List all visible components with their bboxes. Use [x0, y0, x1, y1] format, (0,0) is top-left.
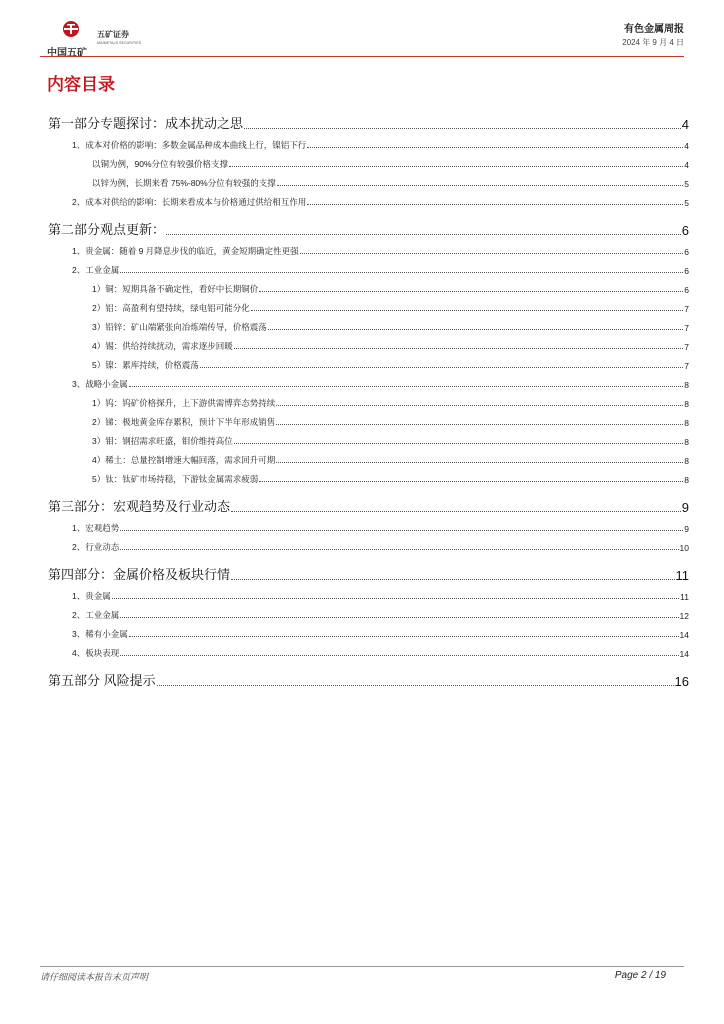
toc-part-entry[interactable]	[48, 493, 689, 515]
toc-dot-leader	[234, 443, 684, 444]
toc-entry-label: 4）锡：供给持续扰动，需求逐步回暖	[92, 341, 233, 351]
toc-page-number: 6	[684, 285, 689, 295]
toc-entry-label: 以铜为例，90%分位有较强价格支撑	[92, 159, 229, 169]
toc-entry-label: 3、战略小金属	[72, 379, 128, 389]
toc-entry-label: 1、宏观趋势	[72, 523, 120, 533]
header-divider	[40, 56, 684, 57]
toc-page-number: 7	[684, 304, 689, 314]
toc-subsection-entry[interactable]	[48, 276, 689, 295]
toc-page-number: 6	[681, 223, 689, 238]
toc-page-number: 8	[684, 418, 689, 428]
toc-section-entry[interactable]	[48, 534, 689, 553]
toc-entry-label: 2）铝：高盈利有望持续，绿电铝可能分化	[92, 303, 250, 313]
footer-disclaimer: 请仔细阅读本报告末页声明	[40, 972, 149, 982]
toc-dot-leader	[259, 481, 683, 482]
toc-section-gap	[48, 485, 689, 493]
toc-section-entry[interactable]	[48, 621, 689, 640]
toc-dot-leader	[166, 234, 681, 235]
toc-subsection-entry[interactable]	[48, 170, 689, 189]
toc-page-number: 7	[684, 342, 689, 352]
toc-dot-leader	[276, 462, 683, 463]
toc-section-entry[interactable]	[48, 189, 689, 208]
toc-section-gap	[48, 553, 689, 561]
toc-part-entry[interactable]	[48, 216, 689, 238]
toc-section-entry[interactable]	[48, 132, 689, 151]
toc-dot-leader	[276, 424, 683, 425]
toc-section-entry[interactable]	[48, 515, 689, 534]
toc-entry-label: 1、成本对价格的影响：多数金属品种成本曲线上行，镍铝下行	[72, 140, 307, 150]
toc-section-gap	[48, 659, 689, 667]
toc-page-number: 16	[674, 674, 689, 689]
toc-dot-leader	[120, 530, 683, 531]
toc-page-number: 8	[684, 456, 689, 466]
footer-divider	[40, 966, 684, 967]
toc-entry-label: 4、板块表现	[72, 648, 120, 658]
toc-dot-leader	[307, 147, 683, 148]
toc-page-number: 8	[684, 475, 689, 485]
toc-page-number: 8	[684, 399, 689, 409]
toc-subsection-entry[interactable]	[48, 151, 689, 170]
toc-dot-leader	[251, 310, 684, 311]
toc-entry-label: 1、贵金属	[72, 591, 111, 601]
toc-page-number: 5	[684, 179, 689, 189]
toc-entry-label: 以锌为例，长期来看 75%-80%分位有较强的支撑	[92, 178, 276, 188]
toc-page-number: 4	[684, 141, 689, 151]
toc-subsection-entry[interactable]	[48, 428, 689, 447]
toc-entry-label: 第三部分：宏观趋势及行业动态	[48, 499, 231, 514]
toc-entry-label: 3）钼：钢招需求旺盛，钼价维持高位	[92, 436, 233, 446]
toc-page-number: 9	[684, 524, 689, 534]
toc-page-number: 7	[684, 361, 689, 371]
toc-page-number: 6	[684, 266, 689, 276]
table-of-contents	[48, 110, 689, 689]
report-date: 2024 年 9 月 4 日	[622, 38, 684, 47]
toc-entry-label: 4）稀土：总量控制增速大幅回落，需求回升可期	[92, 455, 276, 465]
toc-entry-label: 3）铅锌：矿山端紧张向冶炼端传导，价格震荡	[92, 322, 267, 332]
toc-page-number: 8	[684, 380, 689, 390]
toc-dot-leader	[300, 253, 684, 254]
toc-page-number: 6	[684, 247, 689, 257]
minmetals-logo-icon	[61, 20, 81, 38]
toc-section-entry[interactable]	[48, 371, 689, 390]
toc-section-gap	[48, 208, 689, 216]
company-logo	[47, 20, 147, 59]
toc-dot-leader	[277, 185, 684, 186]
toc-page-number: 9	[681, 500, 689, 515]
report-title: 有色金属周报	[624, 24, 684, 35]
toc-dot-leader	[231, 579, 674, 580]
toc-entry-label: 3、稀有小金属	[72, 629, 128, 639]
toc-entry-label: 2）锑：极地黄金库存累积，预计下半年形成销售	[92, 417, 276, 427]
toc-entry-label: 1、贵金属：随着 9 月降息步伐的临近，黄金短期确定性更强	[72, 246, 299, 256]
toc-entry-label: 2、成本对供给的影响：长期来看成本与价格通过供给相互作用	[72, 197, 307, 207]
toc-dot-leader	[120, 549, 678, 550]
toc-dot-leader	[129, 636, 679, 637]
toc-subsection-entry[interactable]	[48, 352, 689, 371]
toc-dot-leader	[276, 405, 683, 406]
toc-subsection-entry[interactable]	[48, 409, 689, 428]
toc-dot-leader	[112, 598, 679, 599]
toc-entry-label: 第二部分观点更新：	[48, 222, 166, 237]
toc-page-number: 4	[681, 117, 689, 132]
toc-dot-leader	[129, 386, 684, 387]
toc-dot-leader	[229, 166, 683, 167]
toc-dot-leader	[157, 685, 674, 686]
company-name-cn: 中国五矿	[47, 48, 87, 59]
toc-entry-label: 2、工业金属	[72, 265, 120, 275]
toc-page-number: 12	[679, 611, 689, 621]
toc-page-number: 11	[680, 592, 689, 602]
toc-section-entry[interactable]	[48, 602, 689, 621]
toc-part-entry[interactable]	[48, 110, 689, 132]
toc-page-number: 5	[684, 198, 689, 208]
toc-page-number: 14	[679, 630, 689, 640]
company-name-en: MINMETALS SECURITIES	[97, 41, 142, 45]
toc-entry-label: 2、行业动态	[72, 542, 120, 552]
toc-subsection-entry[interactable]	[48, 314, 689, 333]
toc-entry-label: 5）镍：累库持续，价格震荡	[92, 360, 199, 370]
toc-dot-leader	[200, 367, 684, 368]
company-name-securities: 五矿证券	[97, 30, 129, 39]
toc-section-entry[interactable]	[48, 640, 689, 659]
toc-entry-label: 2、工业金属	[72, 610, 120, 620]
toc-page-number: 7	[684, 323, 689, 333]
toc-dot-leader	[234, 348, 684, 349]
toc-entry-label: 第一部分专题探讨：成本扰动之思	[48, 116, 244, 131]
toc-dot-leader	[244, 128, 681, 129]
toc-dot-leader	[231, 511, 681, 512]
toc-dot-leader	[307, 204, 683, 205]
toc-page-number: 8	[684, 437, 689, 447]
toc-page-number: 11	[675, 568, 689, 583]
toc-entry-label: 1）铜：短期具备不确定性，看好中长期铜价	[92, 284, 259, 294]
toc-dot-leader	[268, 329, 684, 330]
toc-dot-leader	[120, 617, 678, 618]
toc-part-entry[interactable]	[48, 561, 689, 583]
toc-dot-leader	[259, 291, 683, 292]
toc-entry-label: 5）钛：钛矿市场持稳，下游钛金属需求疲弱	[92, 474, 259, 484]
toc-page-number: 10	[679, 543, 689, 553]
toc-section-entry[interactable]	[48, 257, 689, 276]
toc-entry-label: 1）钨：钨矿价格探升，上下游供需博弈态势持续	[92, 398, 276, 408]
toc-subsection-entry[interactable]	[48, 333, 689, 352]
toc-subsection-entry[interactable]	[48, 466, 689, 485]
toc-section-entry[interactable]	[48, 238, 689, 257]
toc-section-entry[interactable]	[48, 583, 689, 602]
toc-subsection-entry[interactable]	[48, 390, 689, 409]
toc-heading: 内容目录	[47, 75, 115, 94]
toc-dot-leader	[120, 272, 683, 273]
toc-dot-leader	[120, 655, 678, 656]
toc-page-number: 4	[684, 160, 689, 170]
toc-subsection-entry[interactable]	[48, 295, 689, 314]
page-number: Page 2 / 19	[614, 970, 666, 981]
toc-entry-label: 第四部分：金属价格及板块行情	[48, 567, 231, 582]
toc-subsection-entry[interactable]	[48, 447, 689, 466]
toc-page-number: 14	[679, 649, 689, 659]
toc-part-entry[interactable]	[48, 667, 689, 689]
toc-entry-label: 第五部分 风险提示	[48, 673, 156, 688]
